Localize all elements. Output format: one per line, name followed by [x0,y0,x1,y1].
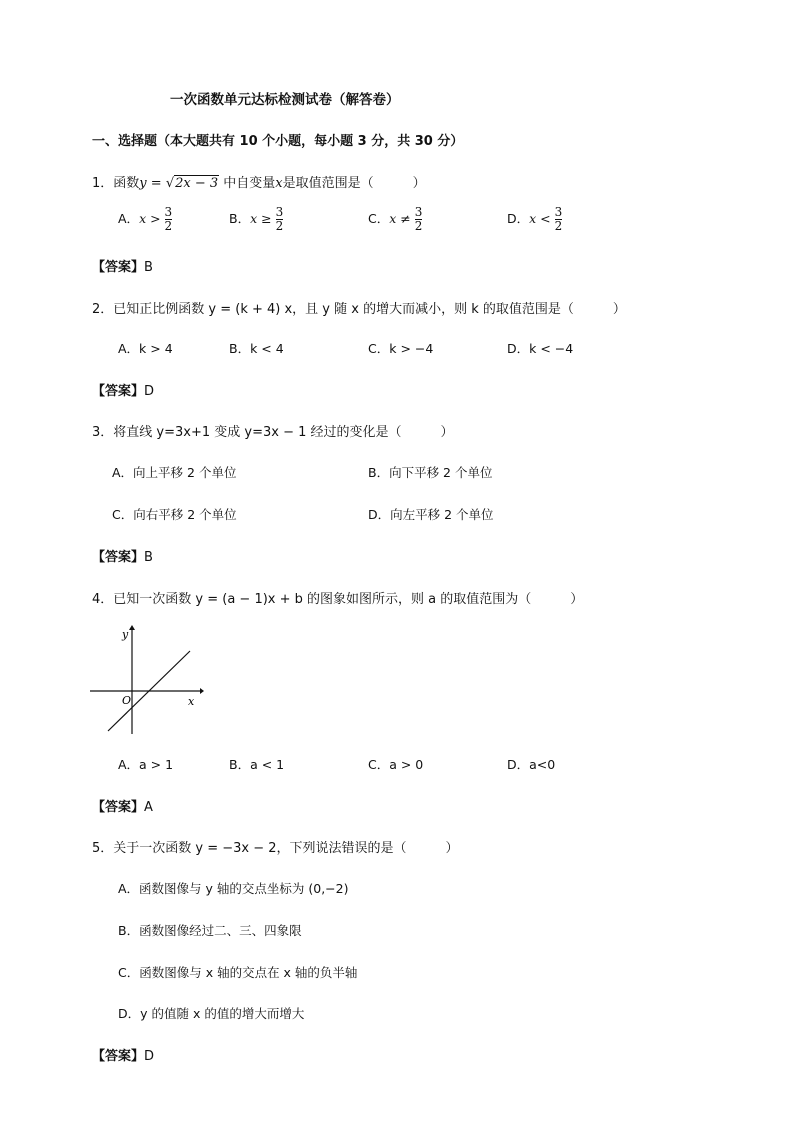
option-expr: x ≥ [250,211,272,226]
denominator: 2 [164,219,173,233]
answer-value: D [144,1049,155,1064]
q5-option-b[interactable]: B．函数图像经过二、三、四象限 [118,923,302,938]
q4-option-c[interactable]: C．a > 0 [368,757,424,772]
answer-label: 【答案】 [92,1049,145,1064]
option-expr: x > [139,211,161,226]
q3-option-d[interactable]: D．向左平移 2 个单位 [368,507,494,522]
section-heading: 一、选择题（本大题共有 10 个小题，每小题 3 分，共 30 分） [92,134,464,149]
q1-answer [92,256,153,275]
q1-func: y = [139,176,166,191]
q3-option-c[interactable]: C．向右平移 2 个单位 [112,507,237,522]
answer-value: D [144,384,155,399]
q2-option-a[interactable]: A．k > 4 [118,341,173,356]
q5-option-d[interactable]: D．y 的值随 x 的值的增大而增大 [118,1006,305,1021]
answer-label: 【答案】 [92,384,145,399]
answer-value: B [144,550,153,565]
x-axis-arrow-icon [200,688,204,694]
option-letter: D． [507,211,530,226]
q3-option-b[interactable]: B．向下平移 2 个单位 [368,465,493,480]
answer-value: B [144,260,153,275]
q1-pre: 函数 [113,176,140,191]
fraction [276,206,284,233]
q4-graph [88,624,204,736]
q4-option-d[interactable]: D．a<0 [507,757,556,772]
numerator: 3 [164,205,173,219]
option-letter: C． [368,211,390,226]
numerator: 3 [414,205,423,219]
sqrt-symbol: √ [165,176,175,191]
q1-option-c[interactable] [368,206,422,233]
fraction [415,206,423,233]
q1-tail: 是取值范围是（ ） [282,176,426,191]
question-1 [92,172,426,191]
answer-label: 【答案】 [92,260,145,275]
q1-option-b[interactable] [229,206,283,233]
origin-label: O [122,694,132,707]
fraction [165,206,173,233]
question-2: 2．已知正比例函数 y = (k + 4) x，且 y 随 x 的增大而减小，则 k 的取值范围是（ ） [92,302,626,317]
q1-number: 1． [92,176,114,191]
numerator: 3 [554,205,563,219]
y-axis-label: y [122,628,129,641]
q1-var: x [275,176,283,191]
q4-answer [92,796,153,815]
q1-post: 中自变量 [223,176,276,191]
q4-option-b[interactable]: B．a < 1 [229,757,285,772]
q4-option-a[interactable]: A．a > 1 [118,757,174,772]
question-3: 3．将直线 y=3x+1 变成 y=3x − 1 经过的变化是（ ） [92,425,454,440]
denominator: 2 [414,219,423,233]
q1-radicand: 2x − 3 [175,176,219,191]
numerator: 3 [275,205,284,219]
answer-label: 【答案】 [92,800,145,815]
q2-option-c[interactable]: C．k > −4 [368,341,434,356]
q2-option-b[interactable]: B．k < 4 [229,341,284,356]
option-expr: x ≠ [389,211,411,226]
answer-label: 【答案】 [92,550,145,565]
q3-answer [92,546,153,565]
q1-option-a[interactable] [118,206,172,233]
q2-option-d[interactable]: D．k < −4 [507,341,574,356]
denominator: 2 [554,219,563,233]
denominator: 2 [275,219,284,233]
y-axis-arrow-icon [129,625,135,630]
option-letter: B． [229,211,251,226]
q2-answer [92,380,154,399]
page-title: 一次函数单元达标检测试卷（解答卷） [170,92,400,108]
q3-option-a[interactable]: A．向上平移 2 个单位 [112,465,237,480]
q5-option-a[interactable]: A．函数图像与 y 轴的交点坐标为 (0,−2) [118,881,349,896]
q5-answer [92,1045,154,1064]
option-expr: x < [529,211,551,226]
x-axis-label: x [188,695,195,708]
answer-value: A [144,800,153,815]
q1-option-d[interactable] [507,206,562,233]
question-5: 5．关于一次函数 y = −3x − 2，下列说法错误的是（ ） [92,841,459,856]
fraction [555,206,563,233]
question-4: 4．已知一次函数 y = (a − 1)x + b 的图象如图所示，则 a 的取值范围为（ ） [92,592,584,607]
q5-option-c[interactable]: C．函数图像与 x 轴的交点在 x 轴的负半轴 [118,965,358,980]
option-letter: A． [118,211,140,226]
